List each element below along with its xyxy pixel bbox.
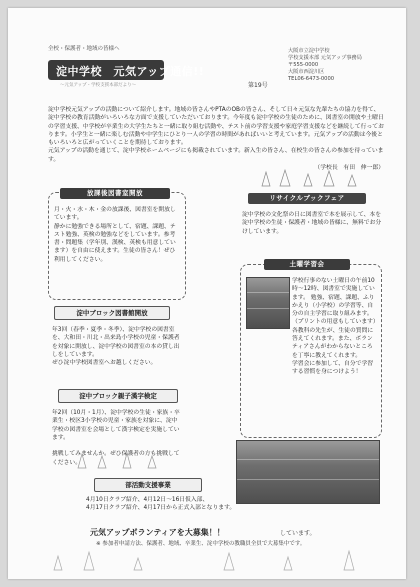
- kanji-heading: 淀中ブロック親子漢字検定: [58, 389, 178, 403]
- recycle-body: 淀中学校の文化祭の日に図書室で本を展示して、本を淀中学校の生徒・保護者・地域の皆様に、無料でお分けしています。: [242, 212, 382, 235]
- recycle-heading: リサイクルブックフェア: [248, 193, 366, 204]
- principal-signature: （学校長 有田 伸一郎）: [314, 165, 384, 172]
- address-line: TEL06-6473-0000: [288, 76, 335, 82]
- tree-decoration-icon: [252, 166, 372, 188]
- intro-text: 淀中学校元気アップの活動について紹介します。地域の皆さんやPTAのOBの皆さん、そして日々元気な先輩たちの協力を得て、淀中学校の教育活動がいろいろな方面で支援していただいております。今年度も淀中学校の生徒のために、図書室の開放や土曜日の学習支援、中学校が卒業生の大学生たちと一緒に取り組む活動や、テスト前の学習支援や家庭学習支援などを継続して行っております。小学生と一緒に楽しむ活動や中学生にひとり一人の学習の時間があればいいと考えています。元気アップの活動は今後ともいろいろと広がっていくことを期待しております。: [48, 107, 384, 147]
- recruit-tail: しています。: [280, 530, 316, 537]
- tree-decoration-icon: [68, 448, 188, 470]
- newsletter-title: 淀中学校 元気アップ通信!!: [56, 65, 205, 78]
- library-heading: 放課後図書室開放: [60, 188, 170, 199]
- address-line: 大阪市西淀川区: [288, 69, 325, 75]
- study-photo-1: [246, 277, 290, 329]
- newsletter-subtitle: ～元気アップ・学校支援本部だより～: [60, 83, 137, 88]
- recruit-note: ※ 参加者申請方法、保護者、地域、卒業生、淀中学校の教職員全員で大募集中です。: [96, 541, 306, 547]
- recruit-title: 元気アップボランティアを大募集！！: [90, 528, 225, 537]
- block-library-heading: 淀中ブロック図書館開放: [54, 306, 170, 320]
- issue-number: 第19号: [248, 82, 268, 89]
- address-line: 大阪市立淀中学校: [288, 48, 330, 54]
- audience-line: 全校・保護者・地域の皆様へ: [48, 46, 120, 52]
- bottom-decoration-icon: [44, 544, 374, 572]
- address-line: 〒555-0000: [288, 62, 319, 68]
- saturday-heading: 土曜学習会: [264, 259, 350, 270]
- intro-block: [48, 106, 384, 172]
- club-body: 4月10日クラブ紹介、4月12日～16日仮入部、 4月17日クラブ紹介、4月17日から正式入部となります。: [86, 497, 236, 512]
- club-heading: 部活動支援事業: [94, 478, 202, 492]
- event-photo: [236, 440, 380, 504]
- intro-text-2: 元気アップの活動を通じて、淀中学校ホームページにも掲載されています。新入生の皆さん、在校生の皆さんの参加を待っています。: [48, 148, 384, 163]
- saturday-body: 学校行事のない土曜日の午前10時～12時、図書室で実施しています。 勉強、宿題、課題、ふりかえり（小学校）の学習等、自分の自主学習に取り組みます。（プリントの用意もしています）各教科の先生が、生徒の質問に答えてくれます。また、ボランティアさんがわからないところを丁寧に教えてくれます。 学習会に参加して、自分で学習する習慣を身につけよう！: [292, 278, 376, 376]
- block-library-body: 年3回（春季・夏季・冬季）、淀中学校の図書室を、大和田・川北・出来島小学校の児童・保護者を対象に開放し、淀中学校の図書室の本の貸し出しをしています。 ぜひ淀中学校図書室へお越しください。: [52, 327, 180, 367]
- library-body: 月・火・水・木・金の放課後、図書室を開放しています。 静かに勉強できる場所として、宿題、課題、テスト勉強、英検の勉強などをしています。参考書・問題集（学年別、漢検、英検も用意しています）を自由に使えます。生徒の皆さん！ぜひ利用してください。: [54, 207, 176, 263]
- newsletter-page: [8, 8, 406, 579]
- school-address: [288, 48, 384, 83]
- address-line: 学校支援本部 元気アップ事務局: [288, 55, 362, 61]
- kanji-body: 年2回（10月・1月）、淀中学校の生徒・家族・卒業生・校区3小学校の児童・家族を対象に、淀中学校の図書室を会場として漢字検定を実施しています。 挑戦してみませんか。ぜひ保護者の方も挑戦してください。: [52, 410, 180, 466]
